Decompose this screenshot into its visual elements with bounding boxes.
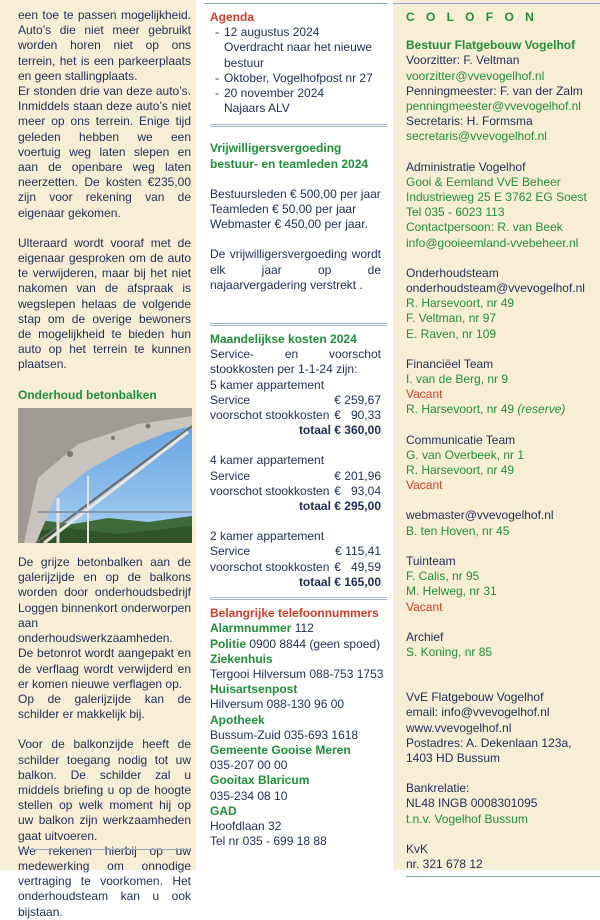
colofon-column: C O L O F O N Bestuur Flatgebouw Vogelhof Voorzitter: F. Veltman voorzitter@vvevogelhof.nl Penningmeester: F. van der Zalm penningmeester@vvevogelhof.nl Secretaris: H. Formsma secretaris@vvevogelhof.nl Administratie Vogelhof Gooi & Eemland VvE Beheer Industrieweg 25 E 3762 EG Soest Tel 035 - 6023 113 Contactpersoon: R. van Beek info@gooieemland-vvebeheer.nl Onderhoudsteam onderhoudsteam@vvevogelhof.nl R. Harsevoort, nr 49 F. Veltman, nr 97 E. Raven, nr 109 Financiëel Team I. van de Berg, nr 9 Vacant R. Harsevoort, nr 49 (reserve) Communicatie Team G. van Overbeek, nr 1 R. Harsevoort, nr 49 Vacant webmaster@vvevogelhof.nl B. ten Hoven, nr 45 Tuinteam F. Calis, nr 95 M. Helweg, nr 31 Vacant Archief S. Koning, nr 85 VvE Flatgebouw Vogelhof email: info@vvevogelhof.nl www.vvevogelhof.nl Postadres: A. Dekenlaan 123a, 1403 HD Bussum Bankrelatie: NL48 INGB 0008301095 t.n.v. Vogelhof Bussum KvK nr. 321 678 12 [393,0,600,870]
section-heading: Archief [406,629,444,644]
email-link[interactable]: email: info@vvevogelhof.nl [406,705,550,720]
phone-label: Ziekenhuis [210,651,273,666]
phone-entry: Alarmnummer 112 [210,621,314,636]
section-heading: Bestuur Flatgebouw Vogelhof [406,38,576,53]
paragraph: een toe te passen mogelijkheid. Auto’s die niet meer gebruikt worden horen niet op ons terrein, het is een parkeerplaats en geen stallingplaats. [18,8,191,83]
paragraph: Voor de balkonzijde heeft de schilder toegang nodig tot uw balkon. De schilder zal u middels briefing u op de hoogte stellen op welk moment hij op uw balkon zijn werkzaamheden gaat uitvoeren. [18,737,191,843]
section-heading: KvK [406,841,429,856]
section-heading: Onderhoudsteam [406,265,499,280]
section-heading: Onderhoud betonbalken [18,387,157,402]
phone-number: Bussum-Zuid 035-693 1618 [210,727,359,742]
phone-label: Gemeente Gooise Meren [210,742,351,757]
info-column [204,0,387,870]
section-heading: Belangrijke telefoonnummers [210,606,379,621]
email-link[interactable]: onderhoudsteam@vvevogelhof.nl [406,281,585,296]
section-heading: Bankrelatie: [406,781,470,796]
divider [406,876,600,877]
agenda-item: - 20 november 2024 Najaars ALV [215,86,325,116]
phone-label: Huisartsenpost [210,682,298,697]
divider [18,849,191,850]
agenda-item: - Oktober, Vogelhofpost nr 27 [215,70,373,85]
paragraph: De vrijwilligersvergoeding wordt elk jaar op de najaarvergadering verstrekt . [210,247,381,292]
text-line: Teamleden € 50,00 per jaar [210,202,357,217]
paragraph: Er stonden drie van deze auto’s. Inmiddels staan deze auto’s niet meer op ons terrein. Enige tijd geleden hebben we een voertuig weg laten slepen en aan de openbare weg laten neerzetten. De kosten €235,00 zijn voor rekening van de eigenaar gekomen. [18,84,191,220]
text-line: Webmaster € 450,00 per jaar. [210,217,368,232]
paragraph: De grijze betonbalken aan de galerijzijde en op de balkons worden door onderhoudsbedrijf Loggen binnenkort onderworpen aan onderhoudswerkzaamheden. [18,555,191,646]
paragraph: Ulteraard wordt vooraf met de eigenaar gesproken om de auto te verwijderen, maar bij het niet nakomen van de afspraak is wegslepen helaas de volgende stap om de overige bewoners de mogelijkheid te bieden hun auto op het terrein te kunnen plaatsen. [18,235,191,372]
section-heading: Administratie Vogelhof [406,159,526,174]
section-heading: Communicatie Team [406,432,516,447]
phone-entry: Politie 0900 8844 (geen spoed) [210,636,381,651]
email-link[interactable]: voorzitter@vvevogelhof.nl [406,68,545,83]
phone-number: Tergooi Hilversum 088-753 1753 [210,666,384,681]
section-heading: Financiëel Team [406,356,494,371]
website-link[interactable]: www.vvevogelhof.nl [406,720,512,735]
text-line: Bestuursleden € 500,00 per jaar [210,186,381,201]
section-heading: VvE Flatgebouw Vogelhof [406,690,544,705]
phone-number: Hoofdlaan 32 [210,818,282,833]
vacant-label: Vacant [406,387,443,402]
section-heading: Tuinteam [406,553,456,568]
phone-label: GAD [210,803,237,818]
phone-number: 035-234 08 10 [210,788,288,803]
vacant-label: Vacant [406,478,443,493]
cost-block: 5 kamer appartement Service € 259,67 voorschot stookkosten € 90,33 totaal € 360,00 [210,377,381,438]
agenda-title: Agenda [210,10,255,24]
divider [393,3,600,4]
vacant-label: Vacant [406,599,443,614]
balcony-photo [18,408,192,543]
email-link[interactable]: penningmeester@vvevogelhof.nl [406,99,581,114]
email-link[interactable]: webmaster@vvevogelhof.nl [406,508,554,523]
email-link[interactable]: secretaris@vvevogelhof.nl [406,129,547,144]
cost-block: 2 kamer appartement Service € 115,41 voorschot stookkosten € 49,59 totaal € 165,00 [210,529,381,589]
paragraph: Op de galerijzijde kan de schilder er makkelijk bij. [18,691,191,722]
paragraph: Service- en voorschot stookkosten per 1-1-24 zijn: [210,347,381,377]
email-link[interactable]: info@gooieemland-vvebeheer.nl [406,235,579,250]
phone-label: Gooitax Blaricum [210,773,310,788]
cost-block: 4 kamer appartement Service € 201,96 voorschot stookkosten € 93,04 totaal € 295,00 [210,453,381,514]
section-heading: Maandelijkse kosten 2024 [210,332,357,347]
phone-number: Tel nr 035 - 699 18 88 [210,834,327,849]
phone-label: Apotheek [210,712,265,727]
phone-number: 035-207 00 00 [210,758,288,773]
section-heading: Vrijwilligersvergoeding bestuur- en teamleden 2024 [210,141,369,171]
phone-number: Hilversum 088-130 96 00 [210,697,345,712]
agenda-item: - 12 augustus 2024 Overdracht naar het nieuwe bestuur [215,25,373,70]
article-column [0,0,196,919]
paragraph: We rekenen hierbij op uw medewerking om onnodige vertraging te voorkomen. Het onderhoudsteam kan u ook bijstaan. [18,843,191,919]
paragraph: De betonrot wordt aangepakt en de verflaag wordt verwijderd en er komen nieuwe verflagen op. [18,646,191,691]
divider [204,3,387,4]
colofon-title: C O L O F O N [406,10,538,24]
